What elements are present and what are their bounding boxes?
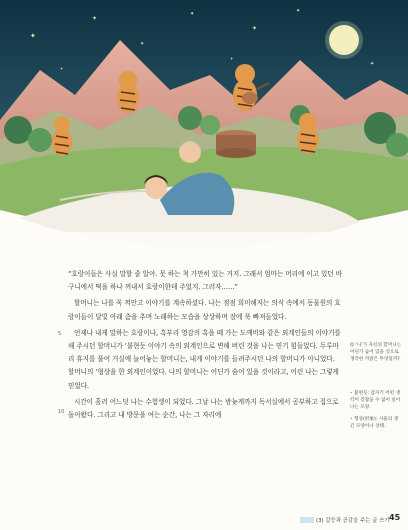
svg-text:✦: ✦ <box>92 15 98 22</box>
line-number-5: 5 <box>58 331 62 337</box>
sidenote-question: Q ‘나’가 자신의 할머니는 어딘가 숨어 있을 것으로 생각한 까닭은 무엇일까? <box>350 343 402 363</box>
girl <box>145 177 167 199</box>
line-number-10: 10 <box>58 409 65 415</box>
bullet-icon: • <box>350 416 355 422</box>
tiger-right <box>297 113 319 154</box>
bullet-icon: • <box>350 391 355 396</box>
paragraph-2: 할머니는 나를 꼭 껴안고 이야기를 계속하셨다. 나는 점점 희미해지는 의식 속에서 동물원의 호랑이들이 달빛 아래 춤을 추며 노래하는 모습을 상상하며 잠에 푹 빠져들었다. <box>68 299 341 321</box>
paragraph-1: “호랑이들은 사실 말할 줄 알아. 못 하는 척 가만히 있는 거지. 그래서 엄마는 머리에 이고 있던 바구니에서 떡을 하나 꺼내서 호랑이한테 주었지. 그러자……” <box>68 270 343 292</box>
glossary-item: • 불현듯: 갑자기 어떤 생각이 걷잡을 수 없이 일어나는 모양. <box>350 391 401 411</box>
paragraph-3: 언제나 내게 말하는 호랑이나, 흑부리 영감의 혹을 떼 가는 도깨비와 같은 외계인들의 이야기를 해 주시던 할머니가 ‘불현듯 이야기 속의 외계인으로 변해 버린 것을 나는 믿기 힘들었다. 두루마리 휴지를 풀어 거실에 늘어놓는 할머니는, 내게 이야기를 들려주시던 나의 할머니가 아니었다. 할머니의 ‘형상을 한 외계인이었다. 나의 할머니는 어딘가 숨어 있을 것이라고, 어린 나는 그렇게 믿었다. <box>68 328 341 390</box>
storybook-illustration <box>0 0 408 250</box>
paragraph-4: 시간이 흘러 어느덧 나는 수험생이 되었다. 그날 나는 밤늦게까지 독서실에서 공부하고 집으로 돌아왔다. 그리고 내 방문을 여는 순간, 나는 그 자리에 <box>68 397 339 420</box>
question-icon: Q <box>350 343 354 348</box>
svg-text:✦: ✦ <box>30 32 36 40</box>
glossary-item: • 형상(形象): 사물의 생긴 모양이나 상태. <box>350 416 399 429</box>
tiger-mid-left <box>117 71 139 113</box>
glossary <box>350 390 402 430</box>
story-text <box>68 268 343 425</box>
svg-text:✦: ✦ <box>370 61 375 67</box>
svg-text:✦: ✦ <box>60 66 64 71</box>
svg-text:✦: ✦ <box>140 41 145 47</box>
section-footer: (3) 갈등과 공감을 주는 글 쓰기 <box>300 516 390 524</box>
svg-text:✦: ✦ <box>296 8 301 14</box>
svg-text:✦: ✦ <box>190 11 195 17</box>
tiger-left <box>52 116 72 156</box>
page-number: 45 <box>389 513 401 522</box>
svg-text:✦: ✦ <box>252 25 258 32</box>
svg-text:✦: ✦ <box>230 56 234 61</box>
footer-bar-icon <box>300 517 314 523</box>
